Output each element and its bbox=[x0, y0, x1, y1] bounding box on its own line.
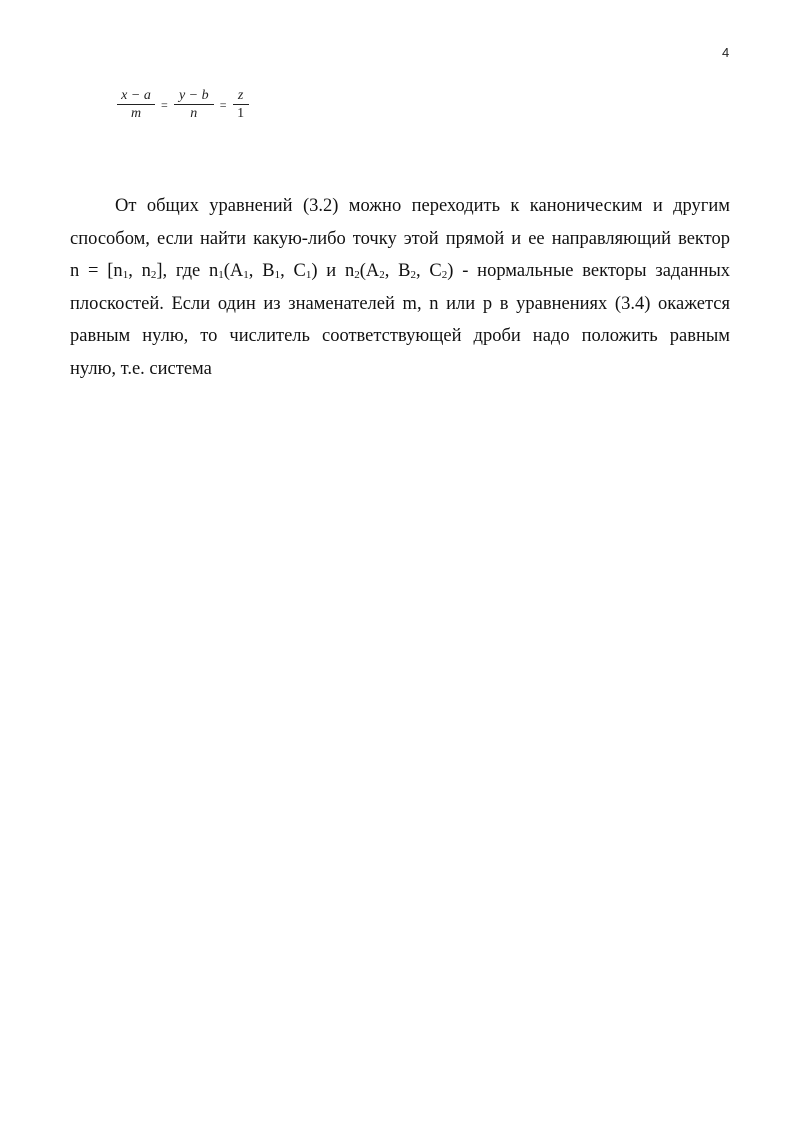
text-run: ) - нормальные векторы заданных bbox=[447, 261, 731, 282]
fraction-x-denominator: m bbox=[130, 106, 142, 121]
subscript: 2 bbox=[150, 269, 157, 282]
subscript: 1 bbox=[274, 269, 281, 282]
text-run: (A bbox=[359, 261, 380, 282]
paragraph-line: равным нулю, то числитель соответствующей дроби надо положить равным bbox=[70, 326, 730, 347]
text-run: ) и n bbox=[311, 261, 355, 282]
paragraph-line: способом, если найти какую-либо точку этой прямой и ее направляющий вектор bbox=[70, 228, 730, 249]
fraction-y-numerator: y − b bbox=[178, 88, 209, 103]
equals-sign: = bbox=[219, 98, 227, 112]
paragraph-line: плоскостей. Если один из знаменателей m, n или p в уравнениях (3.4) окажется bbox=[70, 293, 730, 314]
paragraph-line: нулю, т.е. система bbox=[70, 358, 212, 379]
page-number: 4 bbox=[722, 45, 730, 60]
body-paragraph bbox=[70, 190, 730, 386]
fraction-z bbox=[233, 87, 249, 122]
fraction-y bbox=[174, 87, 214, 122]
text-run: n = [n bbox=[70, 261, 123, 282]
text-run: (A bbox=[223, 261, 244, 282]
fraction-x bbox=[117, 87, 155, 122]
text-run: , C bbox=[280, 261, 306, 282]
subscript: 1 bbox=[122, 269, 129, 282]
text-run: , B bbox=[248, 261, 275, 282]
text-run: , n bbox=[128, 261, 151, 282]
canonical-line-equation bbox=[117, 87, 249, 122]
fraction-z-numerator: z bbox=[237, 88, 244, 103]
subscript: 2 bbox=[410, 269, 417, 282]
text-run: , B bbox=[384, 261, 411, 282]
fraction-z-denominator: 1 bbox=[237, 106, 245, 121]
subscript: 2 bbox=[379, 269, 385, 282]
equals-sign: = bbox=[161, 98, 168, 112]
subscript: 2 bbox=[354, 269, 360, 282]
paragraph-line bbox=[70, 255, 730, 288]
text-run: , C bbox=[416, 261, 442, 282]
subscript: 2 bbox=[441, 269, 448, 282]
text-run: ], где n bbox=[156, 261, 219, 282]
subscript: 1 bbox=[305, 269, 312, 282]
fraction-y-denominator: n bbox=[190, 106, 198, 121]
fraction-x-numerator: x − a bbox=[121, 88, 151, 103]
subscript: 1 bbox=[243, 269, 249, 282]
paragraph-line: От общих уравнений (3.2) можно переходить к каноническим и другим bbox=[115, 196, 730, 216]
subscript: 1 bbox=[218, 269, 224, 282]
